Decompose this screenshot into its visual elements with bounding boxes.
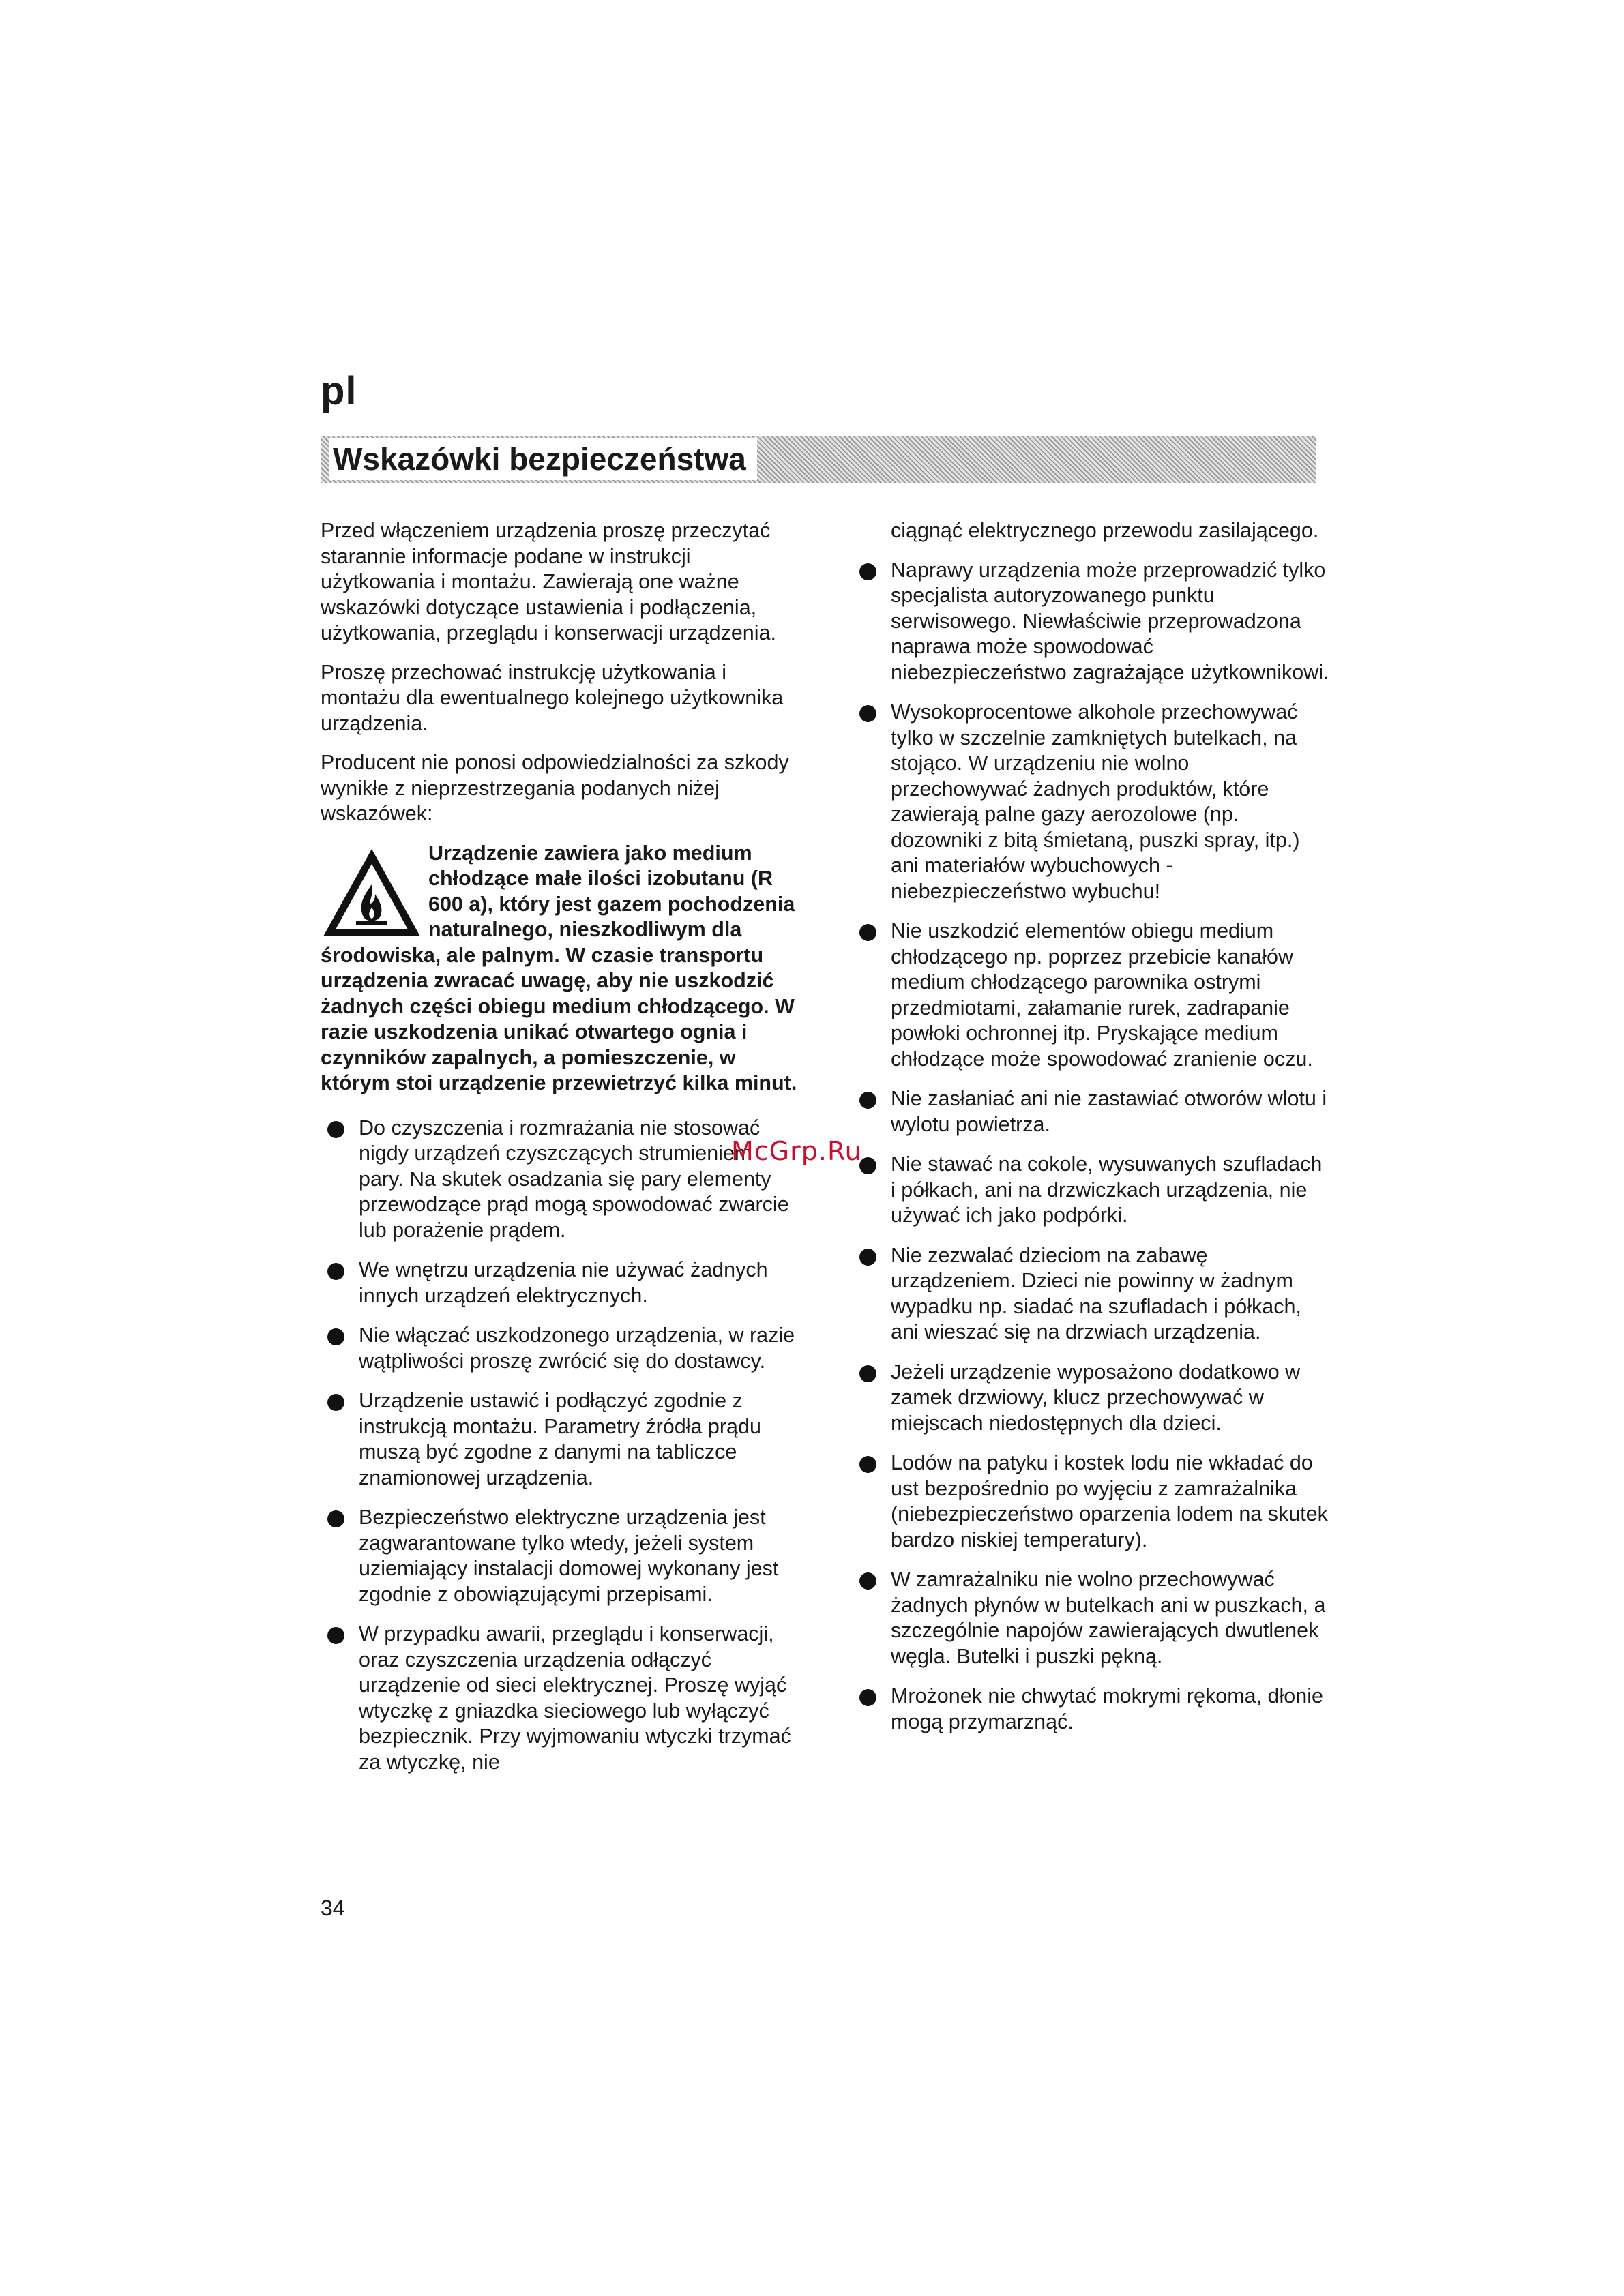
list-item: Mrożonek nie chwytać mokrymi rękoma, dłonie mogą przymarznąć. (866, 1684, 1330, 1735)
bullet-icon (859, 924, 876, 941)
list-item: Jeżeli urządzenie wyposażono dodatkowo w zamek drzwiowy, klucz przechowywać w miejscach niedostępnych dla dzieci. (866, 1360, 1330, 1437)
list-item: Lodów na patyku i kostek lodu nie wkładać do ust bezpośrednio po wyjęciu z zamrażalnika (niebezpieczeństwo oparzenia lodem na skutek bardzo niskiej temperatury). (866, 1450, 1330, 1553)
page-number: 34 (321, 1896, 345, 1920)
bullet-icon (859, 1572, 876, 1590)
section-title: Wskazówki bezpieczeństwa (329, 438, 757, 480)
bullet-icon (327, 1627, 344, 1644)
list-item: Nie zasłaniać ani nie zastawiać otworów wlotu i wylotu powietrza. (866, 1086, 1330, 1137)
intro-paragraph: Przed włączeniem urządzenia proszę przeczytać starannie informacje podane w instrukcji użytkowania i montażu. Zawierają one ważne wskazówki dotyczące ustawienia i podłączenia, użytkowania, przeglądu i konserwacji urządzenia. (321, 519, 776, 644)
bullet-icon (859, 1365, 876, 1382)
continuation-text: ciągnąć elektrycznego przewodu zasilającego. (891, 519, 1319, 542)
bullet-icon (327, 1328, 344, 1345)
list-item: Nie zezwalać dzieciom na zabawę urządzeniem. Dzieci nie powinny w żadnym wypadku np. siadać na szufladach i półkach, ani wieszać się na drzwiach urządzenia. (866, 1243, 1330, 1345)
list-item: Urządzenie ustawić i podłączyć zgodnie z instrukcją montażu. Parametry źródła prądu muszą być zgodne z danymi na tabliczce znamionowej urządzenia. (321, 1388, 798, 1491)
section-banner (321, 436, 1316, 483)
bullet-icon (859, 1092, 876, 1109)
safety-list-right (866, 558, 1330, 1735)
flammable-warning-icon (321, 845, 423, 940)
list-item: Bezpieczeństwo elektryczne urządzenia jest zagwarantowane tylko wtedy, jeżeli system uziemiający instalacji domowej wykonany jest zgodnie z obowiązującymi przepisami. (321, 1505, 798, 1607)
list-item: Nie stawać na cokole, wysuwanych szufladach i półkach, ani na drzwiczkach urządzenia, nie używać ich jako podpórki. (866, 1152, 1330, 1229)
bullet-icon (859, 563, 876, 580)
list-item: Naprawy urządzenia może przeprowadzić tylko specjalista autoryzowanego punktu serwisowego. Niewłaściwie przeprowadzona naprawa może spowodować niebezpieczeństwo zagrażające użytkownikowi. (866, 558, 1330, 686)
bullet-icon (327, 1510, 344, 1527)
bullet-icon (327, 1394, 344, 1411)
bullet-icon (859, 1249, 876, 1266)
safety-list-left (321, 1116, 798, 1776)
intro-paragraph: Producent nie ponosi odpowiedzialności za szkody wynikłe z nieprzestrzegania podanych niżej wskazówek: (321, 751, 789, 825)
left-column (321, 518, 798, 1789)
watermark-text: McGrp.Ru (731, 1136, 862, 1166)
list-item: Nie włączać uszkodzonego urządzenia, w razie wątpliwości proszę zwrócić się do dostawcy. (321, 1323, 798, 1374)
list-item: Wysokoprocentowe alkohole przechowywać tylko w szczelnie zamkniętych butelkach, na stojąco. W urządzeniu nie wolno przechowywać żadnych produktów, które zawierają palne gazy aerozolowe (np. dozowniki z bitą śmietaną, puszki spray, itp.) ani materiałów wybuchowych - niebezpieczeństwo wybuchu! (866, 700, 1330, 904)
bullet-icon (859, 1689, 876, 1706)
list-item: Do czyszczenia i rozmrażania nie stosować nigdy urządzeń czyszczących strumieniem pary. Na skutek osadzania się pary elementy przewodzące prąd mogą spowodować zwarcie lub porażenie prądem. (321, 1116, 798, 1244)
flammable-warning (321, 841, 798, 1097)
list-item: We wnętrzu urządzenia nie używać żadnych innych urządzeń elektrycznych. (321, 1257, 798, 1309)
warning-text: Urządzenie zawiera jako medium chłodzące małe ilości izobutanu (R 600 a), który jest gazem pochodzenia naturalnego, nieszkodliwym dla środowiska, ale palnym. W czasie transportu urządzenia zwracać uwagę, aby nie uszkodzić żadnych części obiegu medium chłodzącego. W razie uszkodzenia unikać otwartego ognia i czynników zapalnych, a pomieszczenie, w którym stoi urządzenie przewietrzyć kilka minut. (321, 841, 797, 1094)
right-column (866, 518, 1330, 1749)
bullet-icon (859, 705, 876, 722)
list-item: Nie uszkodzić elementów obiegu medium chłodzącego np. poprzez przebicie kanałów medium chłodzącego parownika ostrymi przedmiotami, załamanie rurek, zadrapanie powłoki ochronnej itp. Pryskające medium chłodzące może spowodować zranienie oczu. (866, 919, 1330, 1072)
bullet-icon (859, 1456, 876, 1473)
list-item: W przypadku awarii, przeglądu i konserwacji, oraz czyszczenia urządzenia odłączyć urządzenie od sieci elektrycznej. Proszę wyjąć wtyczkę z gniazdka sieciowego lub wyłączyć bezpiecznik. Przy wyjmowaniu wtyczki trzymać za wtyczkę, nie (321, 1622, 798, 1775)
language-code: pl (321, 369, 357, 413)
bullet-icon (327, 1263, 344, 1280)
bullet-icon (327, 1121, 344, 1138)
intro-paragraph: Proszę przechować instrukcję użytkowania i montażu dla ewentualnego kolejnego użytkownika urządzenia. (321, 660, 784, 735)
bullet-icon (859, 1157, 876, 1174)
list-item: W zamrażalniku nie wolno przechowywać żadnych płynów w butelkach ani w puszkach, a szczególnie napojów zawierających dwutlenek węgla. Butelki i puszki pękną. (866, 1567, 1330, 1669)
